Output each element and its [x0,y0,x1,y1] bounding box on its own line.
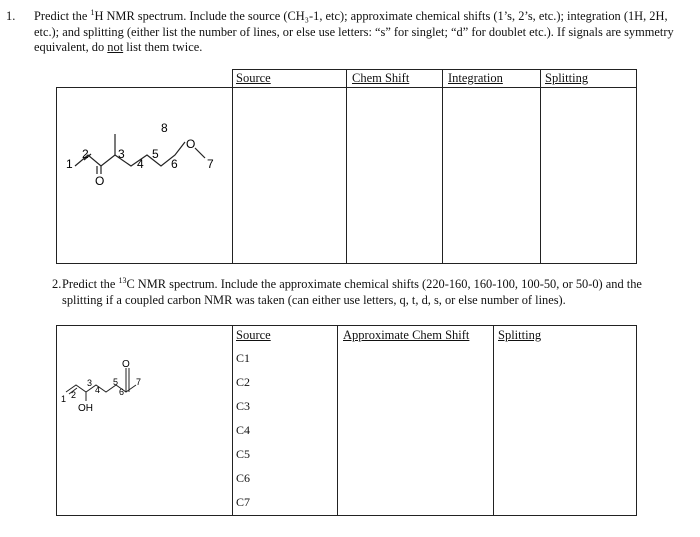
molecule-2-label-6: 6 [119,387,125,397]
molecule-2-label-4: 4 [95,385,101,395]
table-1-header-chem-shift: Chem Shift [352,71,410,85]
molecule-1-label-5: 5 [152,147,159,161]
question-2-part-1: Predict the [62,277,119,291]
question-2-part-2: C NMR spectrum. Include the approximate chemical shifts (220-160, 160-100, 100-50, or 50-0) and the splitting if a coupled carbon NMR was taken (can either use letters, q, t, d, s, or else number of lines). [62,277,642,307]
molecule-1-oxygen-ether: O [186,137,196,151]
molecule-2-oxygen: O [122,359,130,370]
source-c3: C3 [236,399,251,413]
question-2-superscript: 13 [118,275,127,285]
molecule-2-label-1: 1 [61,394,67,404]
source-c7: C7 [236,495,251,509]
question-2-number: 2. [52,277,62,291]
table-1-header-source: Source [236,71,271,85]
molecule-1-label-6: 6 [171,157,178,171]
molecule-1-oxygen-extra: O [208,148,209,149]
molecule-1-label-8: 8 [161,121,168,135]
table-1-header-splitting: Splitting [545,71,589,85]
source-c1: C1 [236,351,251,365]
molecule-1-structure [55,112,230,192]
molecule-2-label-3: 3 [87,378,93,388]
molecule-2-label-5: 5 [113,377,119,387]
question-1-part-3: list them twice. [123,40,203,54]
molecule-1-label-4: 4 [137,157,144,171]
source-c5: C5 [236,447,251,461]
source-c6: C6 [236,471,251,485]
question-1-not: not [107,40,124,54]
source-c2: C2 [236,375,251,389]
molecule-1-label-1: 1 [66,157,73,171]
table-2-header-splitting: Splitting [498,328,542,342]
table-2-header-approx-chem-shift: Approximate Chem Shift [343,328,470,342]
molecule-1-oxygen-ketone: O [95,174,105,188]
question-2-text [52,275,670,308]
molecule-2-hydroxyl: OH [78,403,93,414]
molecule-2-label-2: 2 [71,390,77,400]
question-1-number: 1. [6,9,16,23]
question-1-superscript: 1 [90,7,95,17]
molecule-2-label-7: 7 [136,377,142,387]
table-1-header-integration: Integration [448,71,503,85]
molecule-1-label-3: 3 [118,147,125,161]
molecule-2-structure [58,358,168,418]
molecule-1-label-7: 7 [207,157,214,171]
question-1-text [6,7,674,56]
molecule-1-label-2: 2 [82,147,89,161]
question-1-part-1: Predict the [34,9,91,23]
question-1-part-2: H NMR spectrum. Include the source (CH₃-1, etc); approximate chemical shifts (1’s, 2’s, etc.); integration (1H, 2H, etc.); and splitting (either list the number of lines, or else use letters: “s” for singlet; “d” for doublet etc.). If signals are symmetry equivalent, do [34,9,674,54]
table-2-header-source: Source [236,328,271,342]
source-c4: C4 [236,423,251,437]
